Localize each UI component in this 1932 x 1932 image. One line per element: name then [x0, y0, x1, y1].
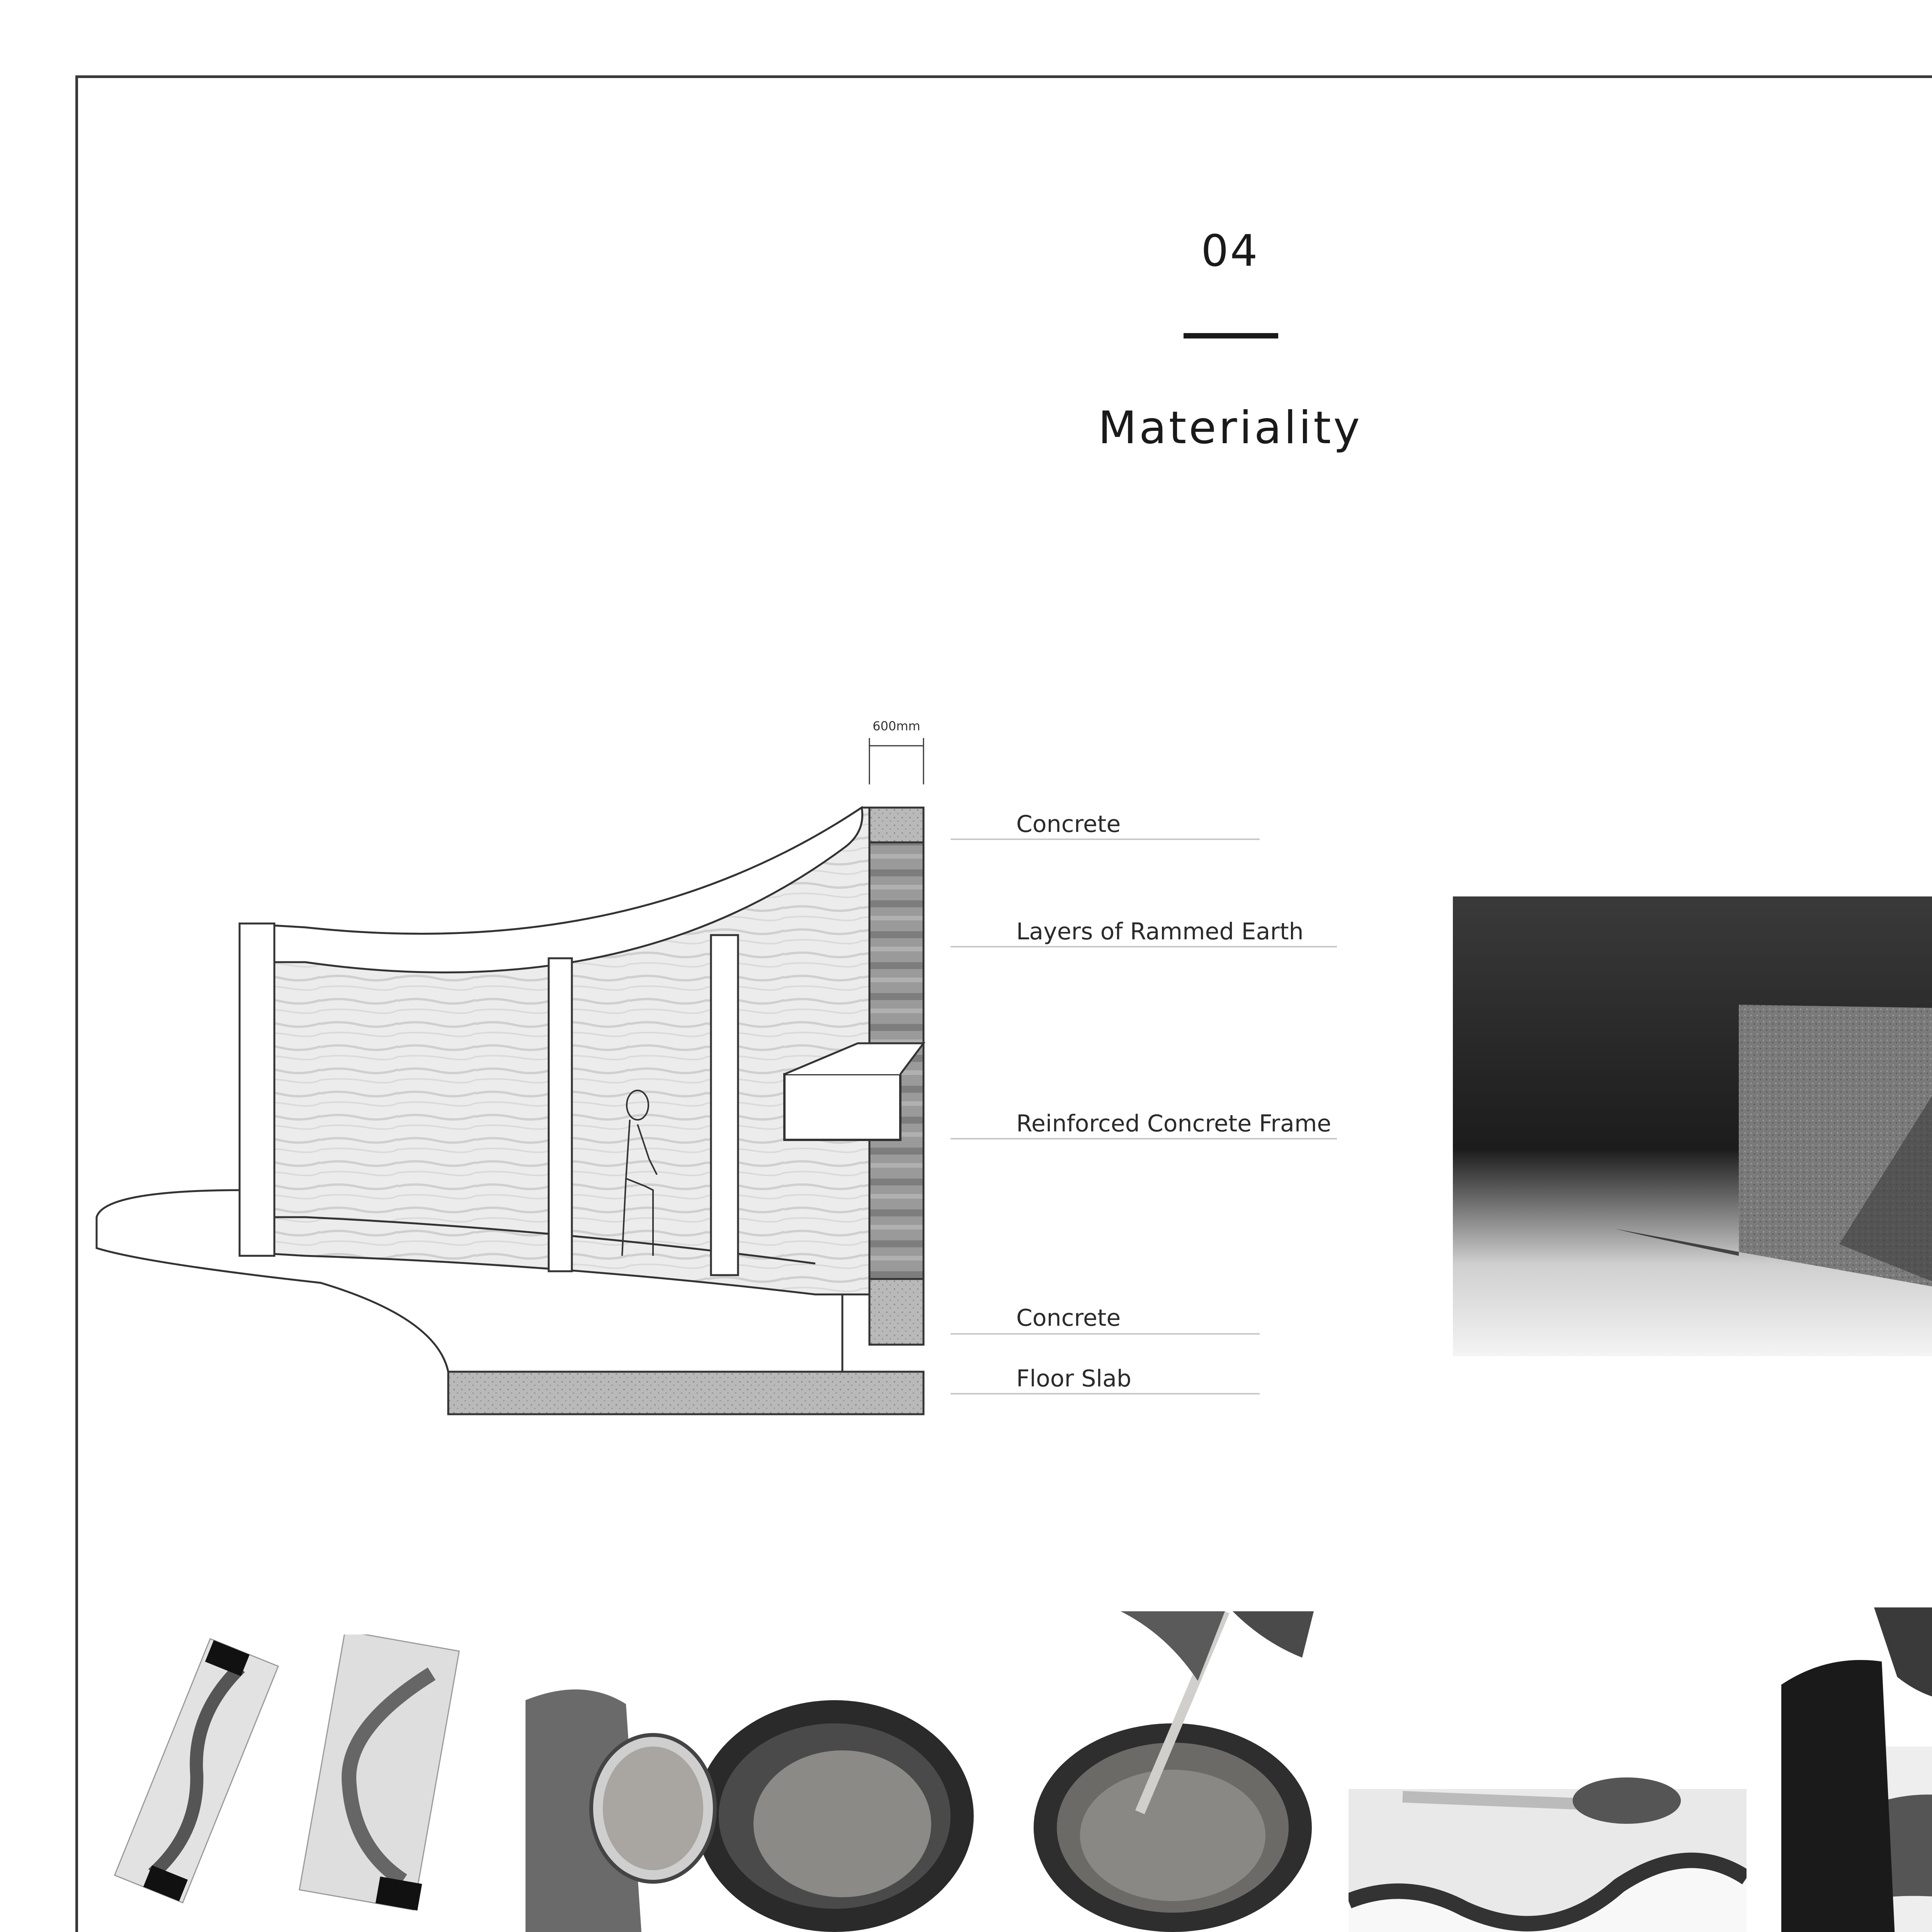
section-diagram [89, 715, 1364, 1422]
label-concrete-top: Concrete [1016, 811, 1121, 838]
callout-line-concrete-top [951, 838, 1260, 840]
step-2-photo [526, 1654, 981, 1932]
callout-line-floor-slab [951, 1393, 1260, 1395]
dimension-label: 600mm [872, 719, 920, 733]
label-concrete-bottom: Concrete [1016, 1304, 1121, 1332]
title-divider [1184, 333, 1278, 338]
callout-line-rammed-earth [951, 946, 1337, 947]
dimension-marker [869, 738, 923, 784]
label-concrete-frame: Reinforced Concrete Frame [1016, 1110, 1332, 1137]
label-rammed-earth: Layers of Rammed Earth [1016, 918, 1304, 945]
rammed-earth-model-photo [1453, 896, 1932, 1356]
section-number: 04 [1201, 226, 1259, 276]
step-1-photo [104, 1634, 475, 1913]
step-5-photo [1781, 1607, 1932, 1932]
page-title: Materiality [1098, 402, 1362, 454]
label-floor-slab: Floor Slab [1016, 1365, 1131, 1392]
callout-line-concrete-frame [951, 1138, 1337, 1139]
step-3-photo [1032, 1611, 1314, 1932]
curved-wall [240, 808, 916, 1294]
callout-line-concrete-bottom [951, 1333, 1260, 1335]
step-4-photo [1349, 1774, 1747, 1932]
